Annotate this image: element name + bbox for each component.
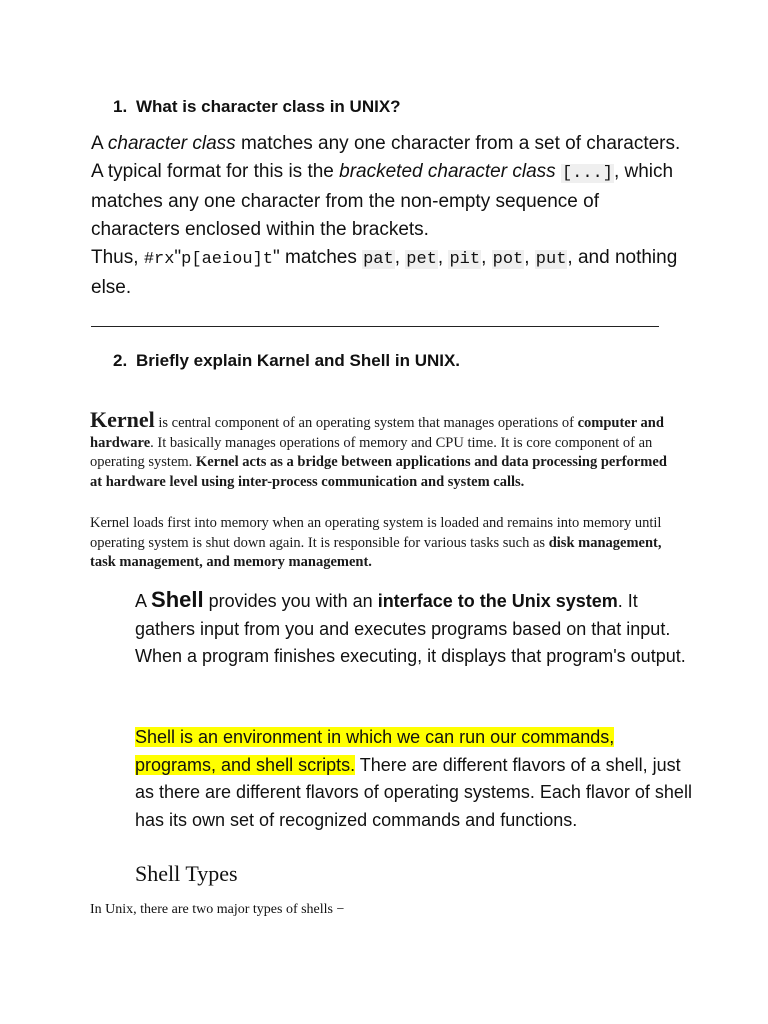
italic-term: bracketed character class	[339, 161, 556, 182]
kernel-term: Kernel	[90, 407, 155, 432]
shell-term: Shell	[151, 587, 204, 612]
text-run: . It basically manages operations of memory and CPU time. It is core component of an operating system.	[90, 434, 653, 470]
question-number: 2.	[113, 351, 128, 370]
shell-types-heading: Shell Types	[135, 861, 238, 886]
bold-run: disk management, task management, and memory management.	[90, 534, 662, 570]
inline-code: [...]	[561, 164, 613, 183]
text-run: provides you with an	[203, 591, 378, 611]
inline-code: pat	[363, 250, 394, 269]
shell-types-intro: In Unix, there are two major types of shells −	[90, 902, 345, 917]
text-run: " matches	[273, 247, 363, 268]
question-1-heading	[113, 96, 401, 118]
text-run: A	[135, 591, 152, 611]
text-run: There are different flavors of a shell, just as there are different flavors of operating systems. Each flavor of shell has its own set of recognized commands and functions.	[135, 754, 692, 830]
italic-term: character class	[107, 133, 236, 154]
question-2-heading	[113, 350, 460, 372]
inline-code: p[aeiou]t	[181, 250, 273, 269]
text-run: ,	[394, 247, 406, 268]
character-class-paragraph	[91, 130, 691, 302]
text-run: A	[91, 133, 108, 154]
section-divider	[91, 326, 659, 327]
highlighted-text: Shell is an environment in which we can run our commands, programs, and shell scripts.	[135, 727, 615, 775]
question-title: What is character class in UNIX?	[136, 97, 401, 116]
inline-code: pit	[449, 250, 481, 269]
text-run: ,	[437, 247, 449, 268]
inline-code: pot	[492, 250, 524, 269]
bold-run: interface to the Unix system	[377, 591, 618, 611]
kernel-paragraph-2	[90, 514, 682, 573]
kernel-paragraph	[90, 407, 682, 492]
inline-code: put	[535, 250, 567, 269]
question-number: 1.	[113, 97, 128, 116]
text-run: "	[174, 247, 182, 268]
shell-paragraph-2	[135, 724, 695, 834]
text-run: ,	[481, 247, 492, 268]
bold-run: computer and hardware	[90, 415, 664, 451]
question-title: Briefly explain Karnel and Shell in UNIX.	[136, 351, 461, 370]
text-run: ,	[524, 247, 535, 268]
text-run: , which matches any one character from the non-empty sequence of characters enclosed within the brackets.	[91, 161, 674, 240]
text-run: is central component of an operating system that manages operations of	[154, 415, 578, 431]
text-run: , and nothing else.	[91, 247, 678, 298]
bold-run: Kernel acts as a bridge between applications and data processing performed at hardware level using inter-process communication and system calls.	[90, 454, 667, 490]
shell-paragraph	[135, 586, 695, 671]
inline-code: #rx	[143, 250, 175, 269]
text-run: . It gathers input from you and executes programs based on that input. When a program finishes executing, it displays that program's output.	[135, 591, 686, 666]
text-run: matches any one character from a set of characters. A typical format for this is the	[91, 133, 681, 182]
text-run: Kernel loads first into memory when an operating system is loaded and remains into memory until operating system is shut down again. It is responsible for various tasks such as	[90, 515, 662, 551]
text-run: Thus,	[91, 247, 144, 268]
inline-code: pet	[406, 250, 437, 269]
